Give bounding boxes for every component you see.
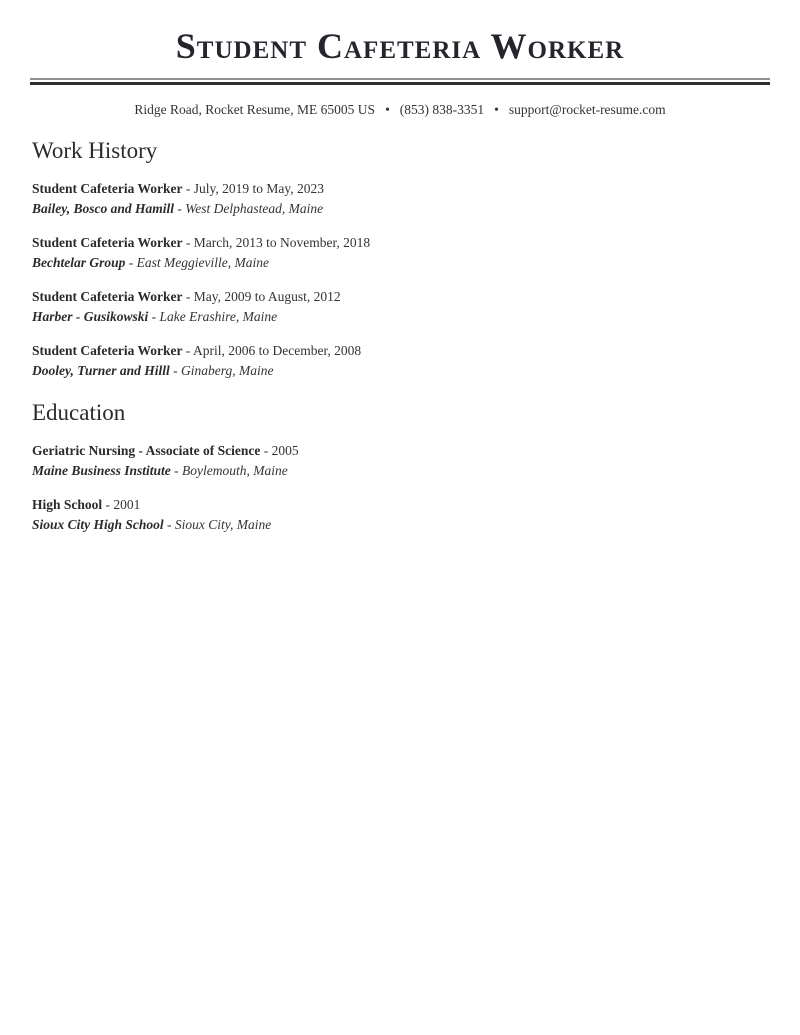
work-history-entries (32, 179, 768, 381)
job-location: Lake Erashire, Maine (159, 309, 278, 324)
work-history-entry (32, 233, 768, 273)
divider-thin-line (30, 78, 770, 80)
job-dates: May, 2009 to August, 2012 (193, 289, 341, 304)
separator: - (182, 343, 193, 358)
separator: - (260, 443, 272, 458)
company-line (32, 199, 768, 219)
job-title-line (32, 179, 768, 199)
contact-phone: (853) 838-3351 (399, 102, 485, 117)
company-name: Dooley, Turner and Hilll (32, 363, 170, 378)
separator: - (182, 235, 194, 250)
degree-line (32, 495, 768, 515)
graduation-year: 2001 (113, 497, 141, 512)
school-line (32, 461, 768, 481)
graduation-year: 2005 (271, 443, 299, 458)
job-title: Student Cafeteria Worker (32, 343, 183, 358)
degree-title: High School (32, 497, 103, 512)
section-heading-work-history: Work History (32, 138, 158, 163)
job-dates: March, 2013 to November, 2018 (193, 235, 371, 250)
job-title-line (32, 341, 768, 361)
school-location: Boylemouth, Maine (182, 463, 288, 478)
job-title-line (32, 233, 768, 253)
company-line (32, 361, 768, 381)
job-title: Student Cafeteria Worker (32, 289, 183, 304)
education-entry (32, 495, 768, 535)
separator: - (174, 201, 186, 216)
separator: - (102, 497, 114, 512)
job-location: West Delphastead, Maine (185, 201, 324, 216)
header-divider (30, 78, 770, 85)
company-line (32, 307, 768, 327)
work-history-entry (32, 341, 768, 381)
job-title-line (32, 287, 768, 307)
job-location: Ginaberg, Maine (181, 363, 274, 378)
separator: - (182, 289, 194, 304)
contact-address: Ridge Road, Rocket Resume, ME 65005 US (134, 102, 376, 117)
separator: - (170, 463, 183, 478)
job-title: Student Cafeteria Worker (32, 181, 183, 196)
separator: - (169, 363, 182, 378)
company-line (32, 253, 768, 273)
divider-thick-line (30, 82, 770, 85)
job-dates: April, 2006 to December, 2008 (193, 343, 362, 358)
contact-email: support@rocket-resume.com (508, 102, 666, 117)
school-name: Sioux City High School (32, 517, 164, 532)
work-history-entry (32, 287, 768, 327)
section-heading-education: Education (32, 400, 126, 425)
education-entry (32, 441, 768, 481)
bullet-separator: • (385, 102, 390, 117)
degree-line (32, 441, 768, 461)
work-history-entry (32, 179, 768, 219)
page-title: Student Cafeteria Worker (175, 26, 625, 66)
school-name: Maine Business Institute (32, 463, 171, 478)
separator: - (125, 255, 137, 270)
company-name: Harber - Gusikowski (32, 309, 149, 324)
separator: - (163, 517, 175, 532)
separator: - (182, 181, 194, 196)
education-entries (32, 441, 768, 535)
contact-line (0, 101, 800, 119)
resume-body (0, 137, 800, 535)
job-dates: July, 2019 to May, 2023 (193, 181, 324, 196)
company-name: Bailey, Bosco and Hamill (32, 201, 175, 216)
bullet-separator: • (494, 102, 499, 117)
school-line (32, 515, 768, 535)
company-name: Bechtelar Group (32, 255, 126, 270)
separator: - (148, 309, 160, 324)
school-location: Sioux City, Maine (174, 517, 272, 532)
job-title: Student Cafeteria Worker (32, 235, 183, 250)
degree-title: Geriatric Nursing - Associate of Science (32, 443, 261, 458)
job-location: East Meggieville, Maine (136, 255, 269, 270)
